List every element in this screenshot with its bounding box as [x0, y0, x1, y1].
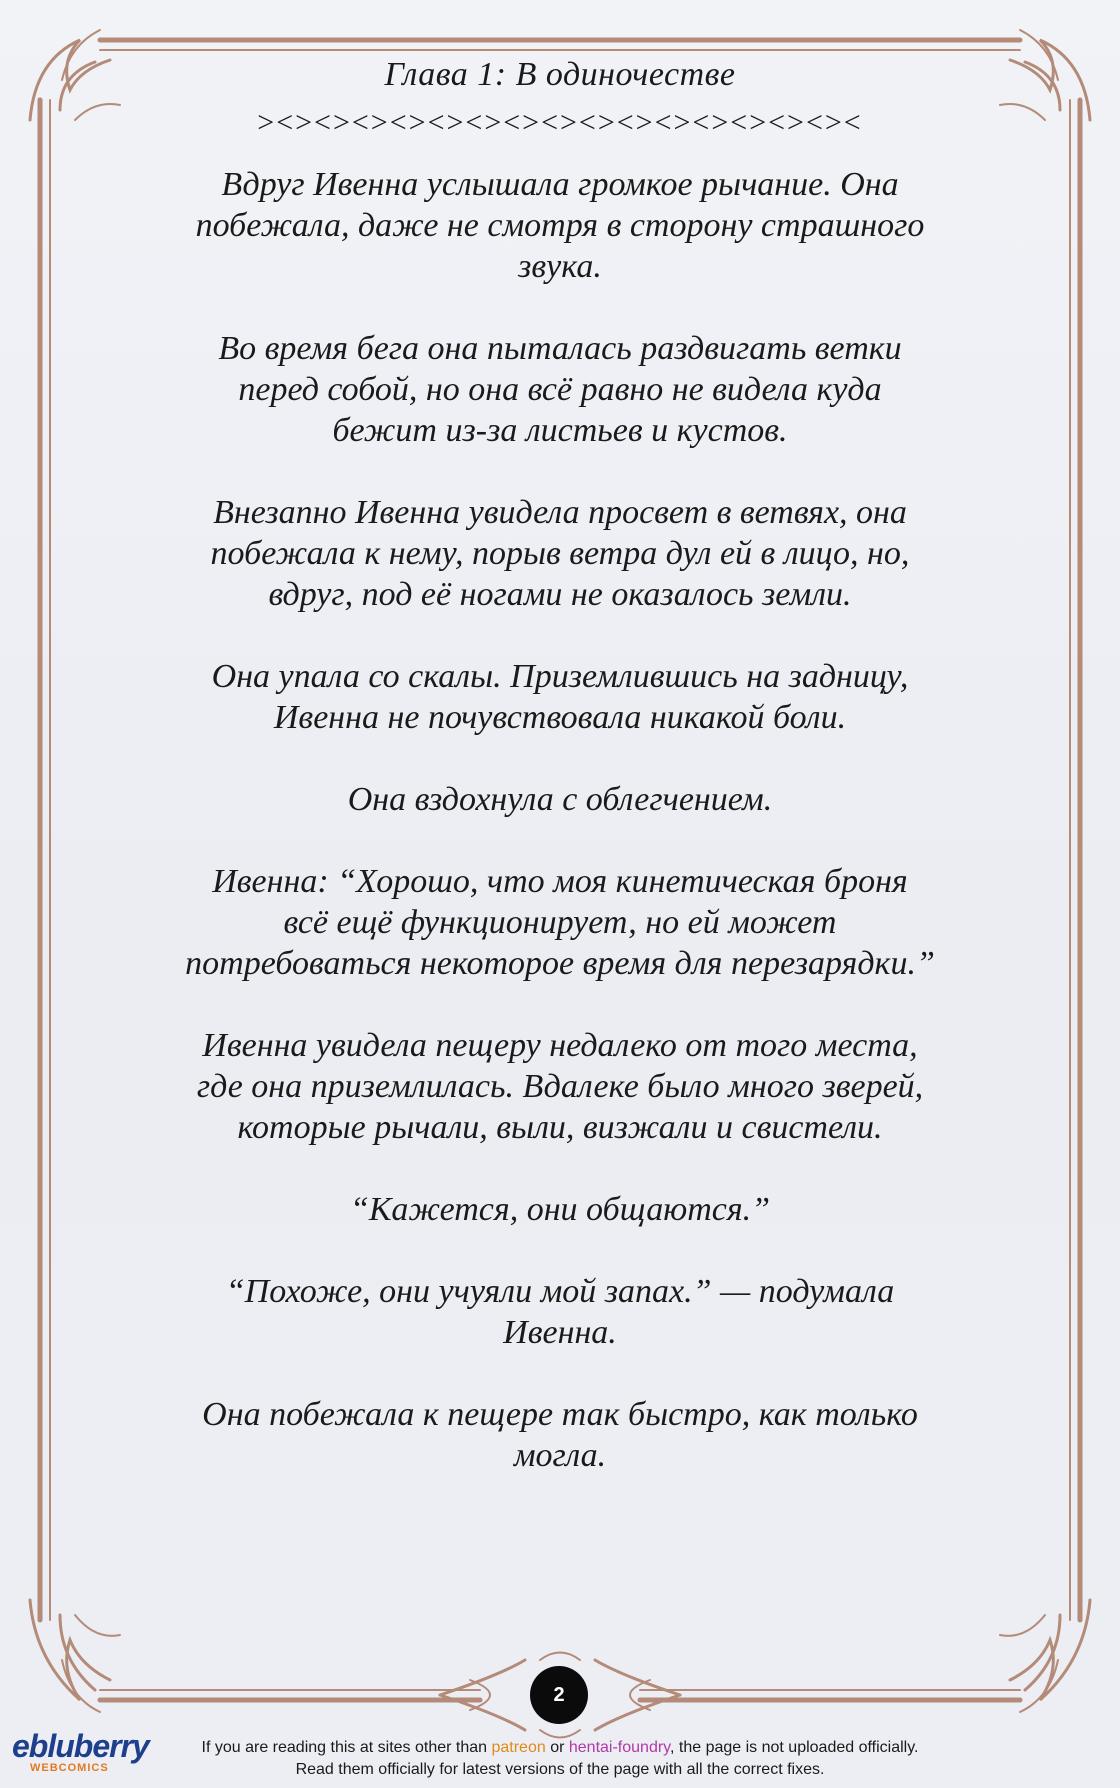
hentai-foundry-link[interactable]: hentai-foundry	[568, 1739, 670, 1756]
paragraph: Она побежала к пещере так быстро, как только могла.	[202, 1396, 918, 1474]
paragraph: Во время бега она пыталась раздвигать ветки перед собой, но она всё равно не видела куда бежит из-за листьев и кустов.	[218, 330, 902, 449]
paragraph: Вдруг Ивенна услышала громкое рычание. Она побежала, даже не смотря в сторону страшного звука.	[195, 166, 925, 285]
paragraph: “Похоже, они учуяли мой запах.” — подумала Ивенна.	[225, 1273, 895, 1351]
story-text	[150, 164, 970, 1517]
paragraph: Внезапно Ивенна увидела просвет в ветвях, она побежала к нему, порыв ветра дул ей в лицо, но, вдруг, под её ногами не оказалось земли.	[210, 494, 910, 613]
corner-ornament-bottom-right	[1000, 1600, 1090, 1712]
paragraph: Она упала со скалы. Приземлившись на задницу, Ивенна не почувствовала никакой боли.	[211, 658, 909, 736]
official-source-notice	[150, 1737, 970, 1781]
page-number: 2	[553, 1683, 565, 1706]
corner-ornament-bottom-left	[30, 1600, 120, 1712]
chapter-title: Глава 1: В одиночестве	[384, 56, 736, 93]
notice-line-2: Read them officially for latest versions of the page with all the correct fixes.	[295, 1761, 825, 1778]
paragraph: Ивенна увидела пещеру недалеко от того места, где она приземлилась. Вдалеке было много зверей, которые рычали, выли, визжали и свистели.	[196, 1027, 924, 1146]
notice-line-1	[150, 1737, 970, 1759]
ebluberry-logo[interactable]	[12, 1728, 149, 1786]
paragraph: Ивенна: “Хорошо, что моя кинетическая броня всё ещё функционирует, но ей может потребоваться некоторое время для перезарядки.”	[185, 863, 935, 982]
paragraph: “Кажется, они общаются.”	[349, 1191, 771, 1228]
patreon-link[interactable]: patreon	[491, 1739, 546, 1756]
notice-text: , the page is not uploaded officially.	[669, 1739, 919, 1756]
paragraph: Она вздохнула с облегчением.	[347, 781, 773, 818]
logo-subtitle: WEBCOMICS	[30, 1762, 109, 1774]
notice-text: If you are reading this at sites other than	[201, 1739, 492, 1756]
notice-text: or	[545, 1739, 569, 1756]
logo-wordmark: ebluberry	[12, 1728, 149, 1764]
page-number-badge	[530, 1666, 588, 1724]
decorative-separator: ><><><><><><><><><><><><><><><><	[257, 106, 863, 139]
